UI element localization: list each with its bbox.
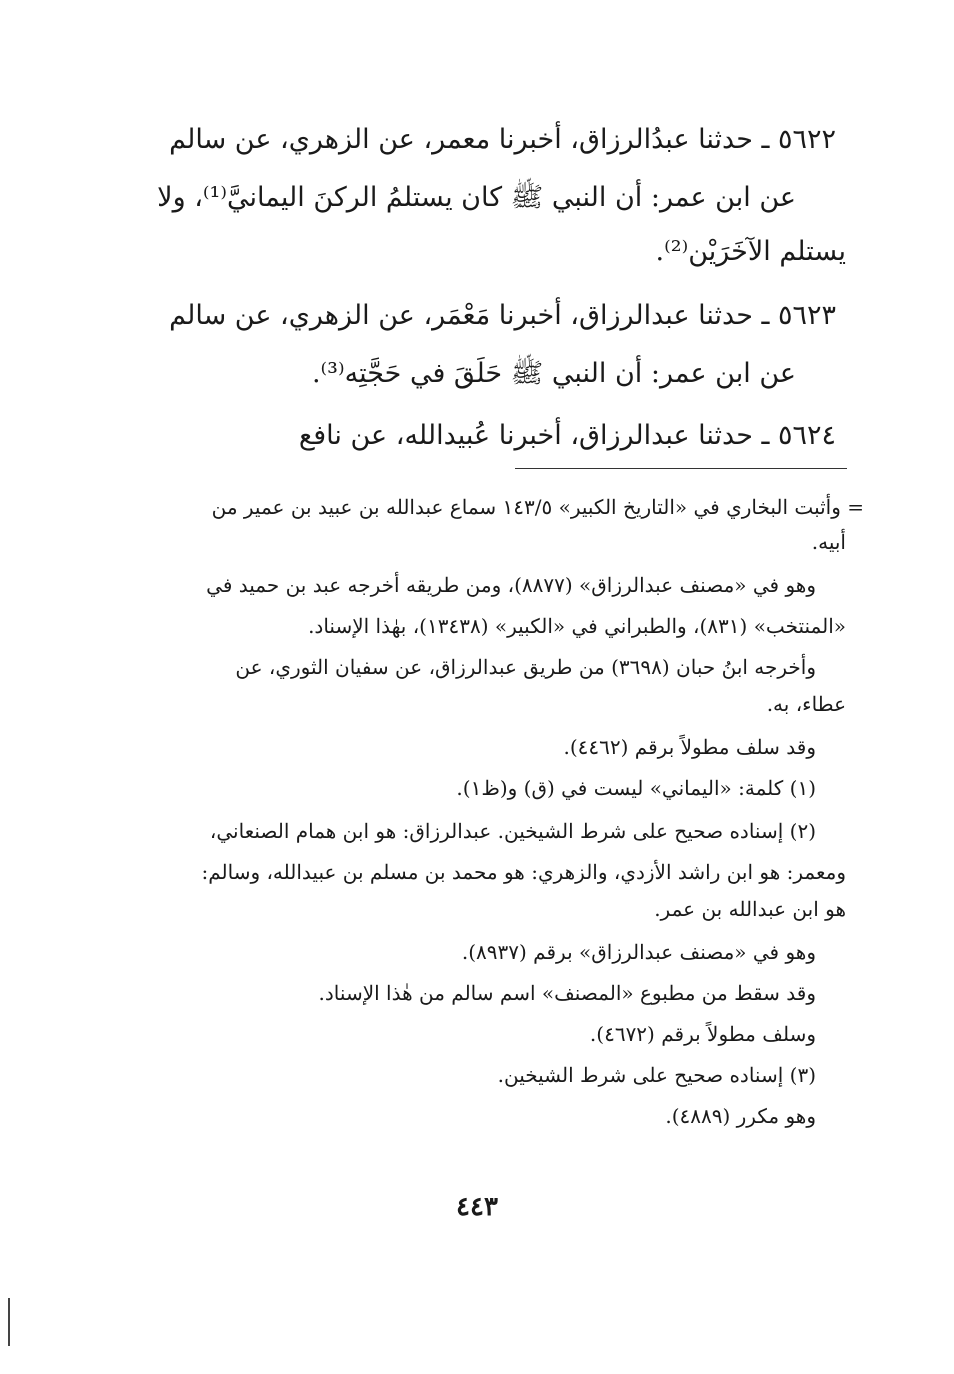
footnote-line: ومعمر: هو ابن راشد الأزدي، والزهري: هو محمد بن مسلم بن عبيدالله، وسالم: xyxy=(201,860,846,884)
footnote-line: وهو في «مصنف عبدالرزاق» (٨٨٧٧)، ومن طريقه أخرجه عبد بن حميد في xyxy=(206,573,816,597)
footnote-line: وقد سلف مطولاً برقم (٤٤٦٢). xyxy=(563,735,816,759)
footnote-3: (٣) إسناده صحيح على شرط الشيخين. xyxy=(497,1063,816,1087)
footnote-line: أبيه. xyxy=(811,530,846,554)
hadith-5622-line-2: عن ابن عمر: أن النبي ﷺ كان يستلمُ الركنَ اليمانيَّ⁽¹⁾، ولا xyxy=(157,182,796,213)
footnote-1: (١) كلمة: «اليماني» ليست في (ق) و(ظ١). xyxy=(456,776,816,800)
hadith-5624-line-1: ٥٦٢٤ ـ حدثنا عبدالرزاق، أخبرنا عُبيدالله، عن نافع xyxy=(298,420,836,451)
footnote-line: «المنتخب» (٨٣١)، والطبراني في «الكبير» (١٣٤٣٨)، بهٰذا الإسناد. xyxy=(308,614,846,638)
footnote-2: (٢) إسناده صحيح على شرط الشيخين. عبدالرزاق: هو ابن همام الصنعاني، xyxy=(209,819,816,843)
scan-margin-mark xyxy=(8,1298,10,1346)
hadith-5622-line-3: يستلم الآخَرَيْن⁽²⁾. xyxy=(655,236,846,267)
hadith-5622-line-1: ٥٦٢٢ ـ حدثنا عبدُالرزاق، أخبرنا معمر، عن الزهري، عن سالم xyxy=(169,124,836,155)
hadith-5623-line-1: ٥٦٢٣ ـ حدثنا عبدالرزاق، أخبرنا مَعْمَر، عن الزهري، عن سالم xyxy=(169,300,836,331)
footnote-line: وقد سقط من مطبوع «المصنف» اسم سالم من هٰذا الإسناد. xyxy=(318,981,816,1005)
page-number: ٤٤٣ xyxy=(456,1192,498,1222)
footnote-line: عطاء، به. xyxy=(766,692,846,716)
footnote-line: = وأثبت البخاري في «التاريخ الكبير» ١٤٣/٥ سماع عبدالله بن عبيد بن عمير من xyxy=(211,495,864,519)
footnote-separator xyxy=(515,468,847,469)
footnote-line: وهو مكرر (٤٨٨٩). xyxy=(665,1104,816,1128)
footnote-line: وأخرجه ابنُ حبان (٣٦٩٨) من طريق عبدالرزاق، عن سفيان الثوري، عن xyxy=(235,655,816,679)
footnote-line: وسلف مطولاً برقم (٤٦٧٢). xyxy=(589,1022,816,1046)
footnote-line: وهو في «مصنف عبدالرزاق» برقم (٨٩٣٧). xyxy=(461,940,816,964)
footnote-line: هو ابن عبدالله بن عمر. xyxy=(654,897,846,921)
hadith-5623-line-2: عن ابن عمر: أن النبي ﷺ حَلَقَ في حَجَّتِه⁽³⁾. xyxy=(311,358,796,389)
